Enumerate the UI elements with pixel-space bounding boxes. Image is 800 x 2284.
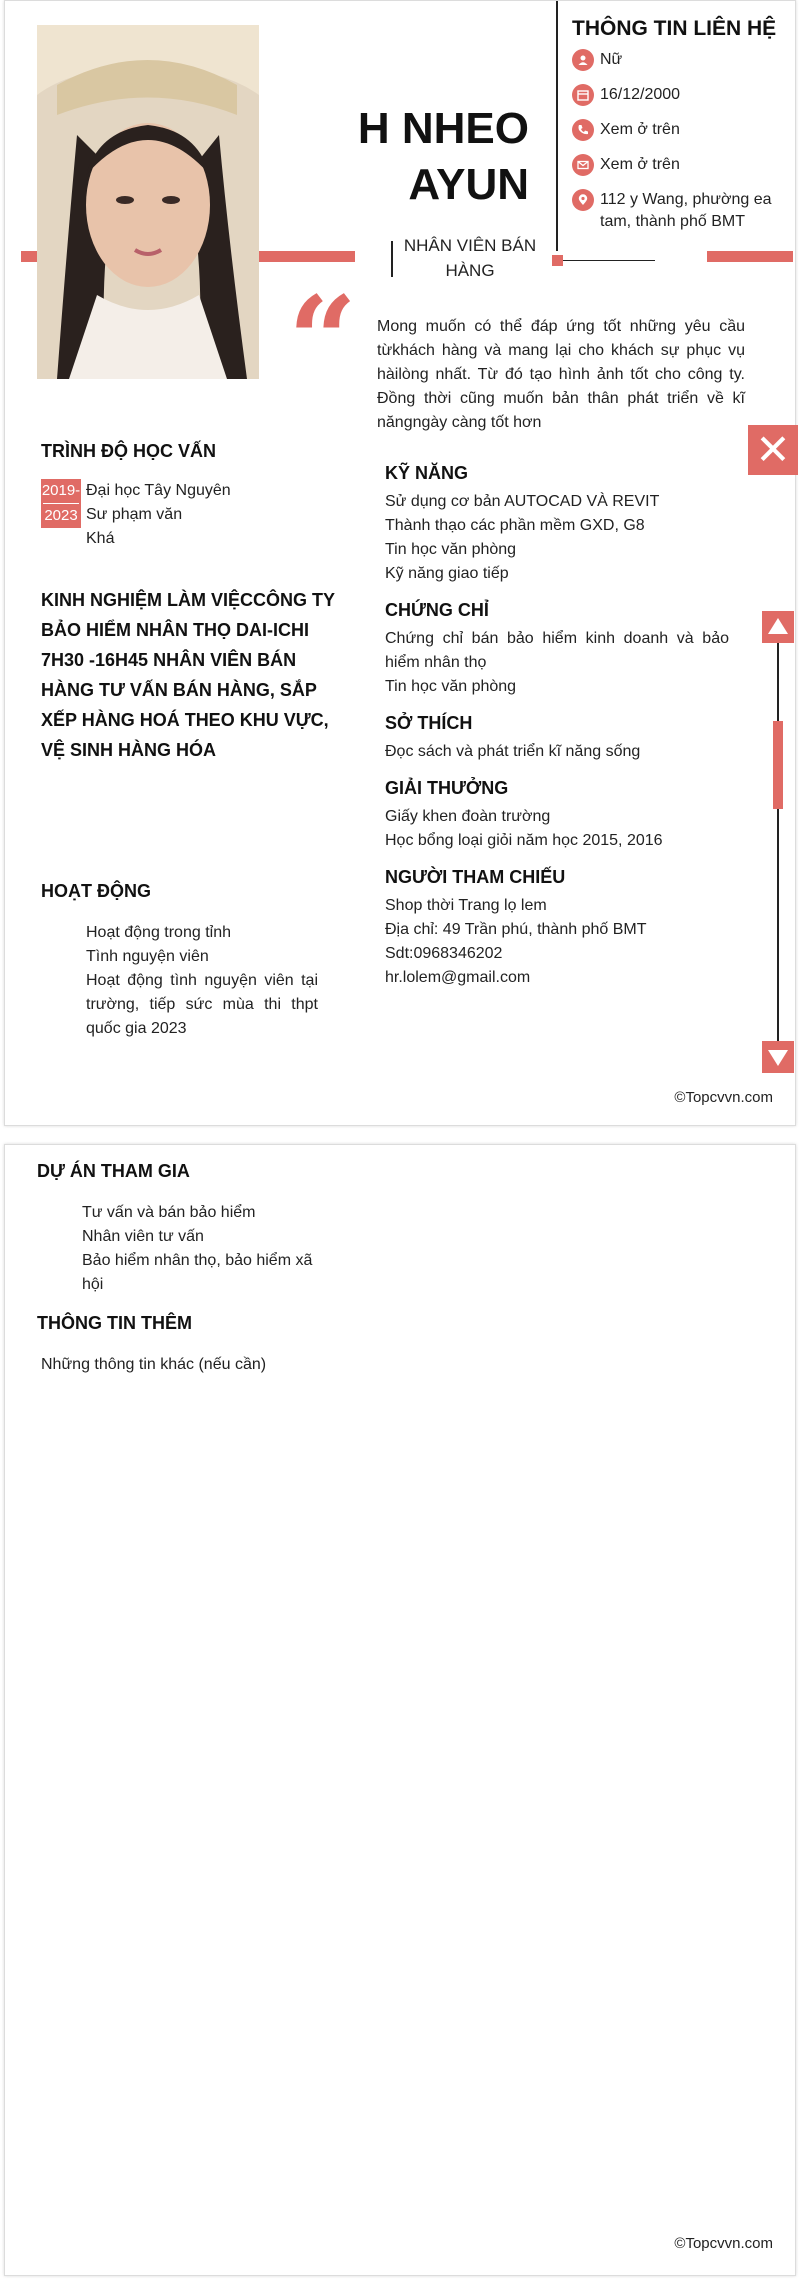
contact-phone-text: Xem ở trên <box>600 121 680 138</box>
close-button[interactable] <box>748 425 798 475</box>
list-item: Tin học văn phòng <box>385 541 517 558</box>
contact-list <box>572 49 787 246</box>
arrow-down-icon <box>768 1050 788 1066</box>
contact-address-text: 112 y Wang, phường ea tam, thành phố BMT <box>600 191 772 230</box>
projects-list <box>82 1201 322 1297</box>
list-item: Sdt:0968346202 <box>385 945 503 962</box>
cv-page-1 <box>4 0 796 1126</box>
skills-title: KỸ NĂNG <box>385 463 469 483</box>
education-grade: Khá <box>86 530 115 547</box>
accent-bar-right <box>707 251 793 262</box>
accent-bar-mid <box>259 251 355 262</box>
quote-icon: “ <box>288 270 358 411</box>
more-info-text: Những thông tin khác (nếu cần) <box>41 1356 267 1373</box>
name-line-1: H NHEO <box>357 104 529 153</box>
footer-credit: ©Topcvvn.com <box>674 1089 773 1106</box>
list-item: Học bổng loại giỏi năm học 2015, 2016 <box>385 832 663 849</box>
education-title: TRÌNH ĐỘ HỌC VẤN <box>41 441 216 461</box>
references-section <box>385 867 729 990</box>
cv-page-2 <box>4 1144 796 2276</box>
calendar-icon <box>572 84 594 106</box>
email-icon <box>572 154 594 176</box>
header-divider <box>556 1 558 251</box>
contact-phone <box>572 119 787 141</box>
job-title: NHÂN VIÊN BÁN HÀNG <box>403 236 537 280</box>
hobbies-section <box>385 713 729 764</box>
education-major: Sư phạm văn <box>86 506 183 523</box>
phone-icon <box>572 119 594 141</box>
career-objective: Mong muốn có thể đáp ứng tốt những yêu cầu từkhách hàng và mang lại cho khách sự phục vụ hàilòng nhất. Từ đó tạo hình ảnh tốt cho công ty. Đồng thời cũng muốn bản thân phát triển về kĩ năngngày càng tốt hơn <box>377 318 745 431</box>
contact-address <box>572 189 787 233</box>
contact-title: THÔNG TIN LIÊN HỆ <box>572 17 777 40</box>
certificates-title: CHỨNG CHỈ <box>385 600 489 620</box>
list-item: Tình nguyện viên <box>86 948 209 965</box>
list-item: hr.lolem@gmail.com <box>385 969 531 986</box>
list-item: Shop thời Trang lọ lem <box>385 897 547 914</box>
list-item: Tư vấn và bán bảo hiểm <box>82 1204 256 1221</box>
list-item: Chứng chỉ bán bảo hiểm kinh doanh và bảo hiểm nhân thọ <box>385 630 729 671</box>
accent-bar-left <box>21 251 37 262</box>
references-title: NGƯỜI THAM CHIẾU <box>385 867 566 887</box>
contact-email <box>572 154 787 176</box>
contact-email-text: Xem ở trên <box>600 156 680 173</box>
education-year-start: 2019- <box>41 482 81 499</box>
list-item: Bảo hiểm nhân thọ, bảo hiểm xã hội <box>82 1252 313 1293</box>
scroll-up-button[interactable] <box>762 611 794 643</box>
list-item: Địa chỉ: 49 Trần phú, thành phố BMT <box>385 921 647 938</box>
list-item: Tin học văn phòng <box>385 678 517 695</box>
experience-title: KINH NGHIỆM LÀM VIỆCCÔNG TY BẢO HIỂM NHÂN THỌ DAI-ICHI 7H30 -16H45 NHÂN VIÊN BÁN HÀNG TƯ VẤN BÁN HÀNG, SẮP XẾP HÀNG HOÁ THEO KHU VỰC, VỆ SINH HÀNG HÓA <box>41 590 335 760</box>
list-item: Kỹ năng giao tiếp <box>385 565 509 582</box>
list-item: Hoạt động trong tỉnh <box>86 924 231 941</box>
more-info-title: THÔNG TIN THÊM <box>37 1313 192 1333</box>
hobbies-title: SỞ THÍCH <box>385 713 473 733</box>
scroll-down-button[interactable] <box>762 1041 794 1073</box>
skills-section <box>385 463 729 586</box>
awards-title: GIẢI THƯỞNG <box>385 778 509 798</box>
accent-thin-line <box>563 260 655 261</box>
contact-birthday-text: 16/12/2000 <box>600 86 681 103</box>
list-item: Nhân viên tư vấn <box>82 1228 204 1245</box>
contact-gender <box>572 49 787 71</box>
contact-birthday <box>572 84 787 106</box>
name-line-2: AYUN <box>408 160 529 209</box>
user-icon <box>572 49 594 71</box>
list-item: Hoạt động tình nguyện viên tại trường, tiếp sức mùa thi thpt quốc gia 2023 <box>86 972 318 1037</box>
location-icon <box>572 189 594 211</box>
certificates-section <box>385 600 729 699</box>
job-title-divider <box>391 241 393 277</box>
list-item: Giấy khen đoàn trường <box>385 808 551 825</box>
contact-gender-text: Nữ <box>600 51 623 68</box>
scrollbar-track[interactable] <box>777 637 779 1041</box>
accent-square <box>552 255 563 266</box>
right-column <box>385 463 729 1004</box>
education-years <box>41 479 81 528</box>
education-details <box>86 479 326 551</box>
candidate-name <box>269 101 529 213</box>
arrow-up-icon <box>768 618 788 634</box>
activities-title: HOẠT ĐỘNG <box>41 881 151 901</box>
scrollbar-thumb[interactable] <box>773 721 783 809</box>
list-item: Thành thạo các phần mềm GXD, G8 <box>385 517 645 534</box>
list-item: Sử dụng cơ bản AUTOCAD VÀ REVIT <box>385 493 660 510</box>
education-year-end: 2023 <box>44 507 78 524</box>
activities-list <box>86 921 318 1041</box>
awards-section <box>385 778 729 853</box>
close-icon: ✕ <box>755 426 791 473</box>
profile-photo <box>37 25 259 379</box>
list-item: Đọc sách và phát triển kĩ năng sống <box>385 743 641 760</box>
projects-title: DỰ ÁN THAM GIA <box>37 1161 190 1181</box>
education-school: Đại học Tây Nguyên <box>86 482 231 499</box>
footer-credit: ©Topcvvn.com <box>674 2235 773 2252</box>
